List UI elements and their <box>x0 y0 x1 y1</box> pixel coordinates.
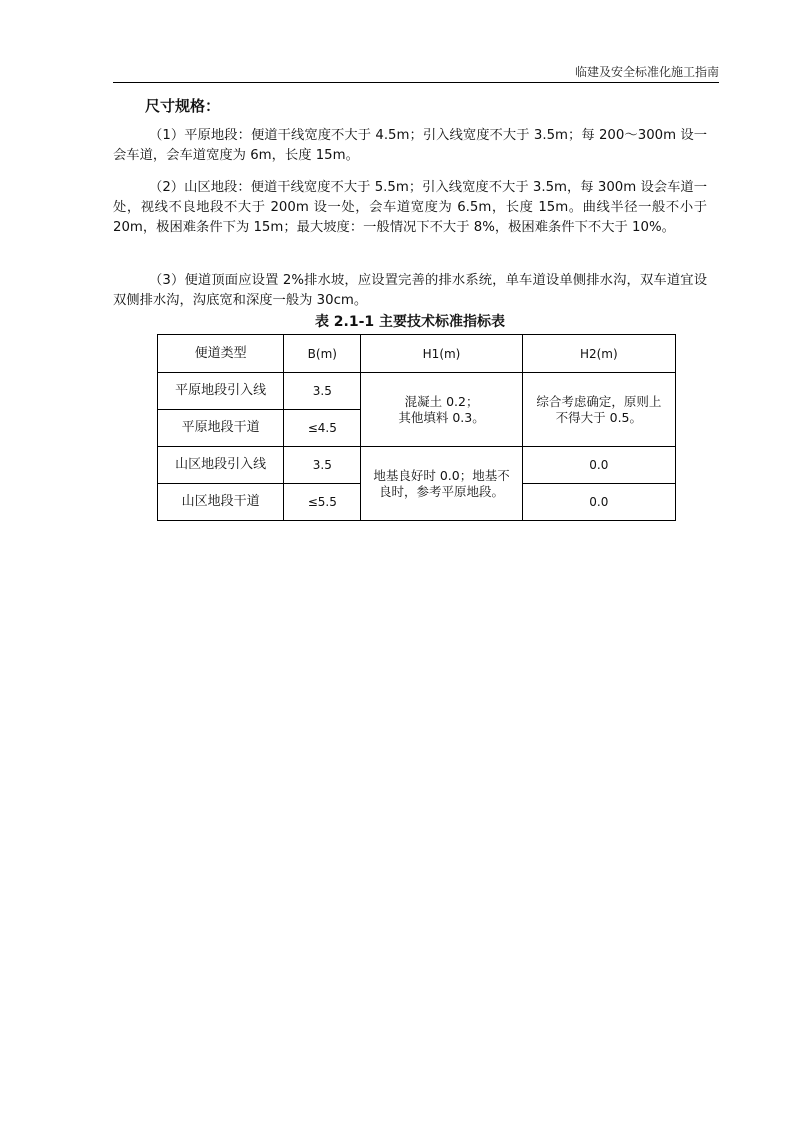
header-h1: H1(m) <box>361 335 522 373</box>
table-row <box>158 447 676 484</box>
cell-h2-mountain-2: 0.0 <box>522 484 675 521</box>
cell-road-type: 山区地段干道 <box>158 484 284 521</box>
cell-h1-plain <box>361 373 522 447</box>
cell-h2-mountain-1: 0.0 <box>522 447 675 484</box>
cell-b: ≤4.5 <box>284 410 361 447</box>
cell-h1-plain-line2: 其他填料 0.3。 <box>398 409 485 425</box>
cell-road-type: 山区地段引入线 <box>158 447 284 484</box>
cell-road-type: 平原地段干道 <box>158 410 284 447</box>
paragraph-drainage: （3）便道顶面应设置 2%排水坡，应设置完善的排水系统，单车道设单侧排水沟，双车道宜设双侧排水沟，沟底宽和深度一般为 30cm。 <box>113 273 707 308</box>
spec-table <box>157 334 676 521</box>
page-header <box>113 62 719 83</box>
table-header-row <box>158 335 676 373</box>
header-road-type: 便道类型 <box>158 335 284 373</box>
cell-road-type: 平原地段引入线 <box>158 373 284 410</box>
table-caption: 表 2.1-1 主要技术标准指标表 <box>314 314 506 330</box>
header-h2: H2(m) <box>522 335 675 373</box>
cell-b: 3.5 <box>284 373 361 410</box>
cell-b: 3.5 <box>284 447 361 484</box>
cell-h1-mountain-line1: 地基良好时 0.0；地基不 <box>373 467 510 483</box>
cell-h2-plain-line2: 不得大于 0.5。 <box>555 409 643 425</box>
paragraph-plain-section: （1）平原地段：便道干线宽度不大于 4.5m；引入线宽度不大于 3.5m；每 200～300m 设一会车道，会车道宽度为 6m，长度 15m。 <box>113 128 707 163</box>
header-title: 临建及安全标准化施工指南 <box>574 65 719 79</box>
cell-h2-plain-line1: 综合考虑确定，原则上 <box>536 393 662 409</box>
cell-b: ≤5.5 <box>284 484 361 521</box>
section-title: 尺寸规格： <box>145 97 221 115</box>
cell-h1-plain-line1: 混凝土 0.2； <box>404 393 479 409</box>
table-row <box>158 373 676 410</box>
paragraph-mountain-section: （2）山区地段：便道干线宽度不大于 5.5m；引入线宽度不大于 3.5m，每 300m 设会车道一处，视线不良地段不大于 200m 设一处，会车道宽度为 6.5m，长度 15m。曲线半径一般不小于 20m，极困难条件下为 15m；最大坡度：一般情况下不大于 8%，极困难条件下不大于 10%。 <box>113 180 707 235</box>
cell-h1-mountain <box>361 447 522 521</box>
cell-h1-mountain-line2: 良时，参考平原地段。 <box>379 483 505 499</box>
header-b: B(m) <box>284 335 361 373</box>
cell-h2-plain <box>522 373 675 447</box>
